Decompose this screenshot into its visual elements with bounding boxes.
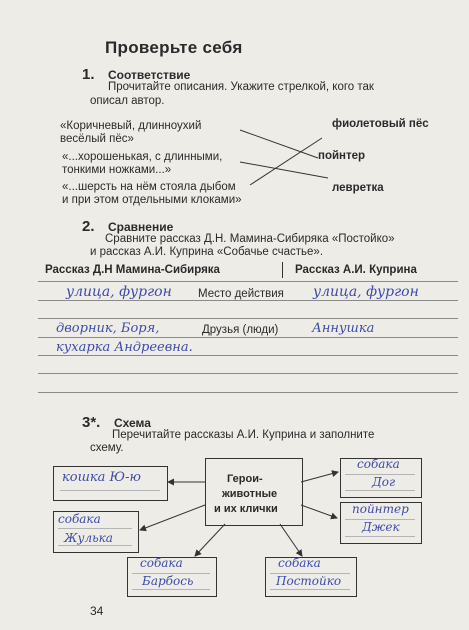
section2-heading: Сравнение: [108, 220, 174, 234]
scheme-box-bottom-center-text-1: собака: [278, 556, 321, 570]
section2-number: 2.: [82, 218, 95, 235]
section1-instruction-1: Прочитайте описания. Укажите стрелкой, кого так: [108, 81, 374, 93]
page-title: Проверьте себя: [105, 38, 243, 57]
section1-heading: Соответствие: [108, 68, 191, 82]
description-1-line-2: весёлый пёс»: [60, 133, 134, 145]
row2-label: Друзья (люди): [202, 324, 279, 336]
description-3-line-1: «...шерсть на нём стояла дыбом: [62, 181, 236, 193]
writing-line: [60, 490, 160, 491]
scheme-box-bottom-center-text-2: Постойко: [276, 574, 342, 588]
answer-2: пойнтер: [318, 150, 366, 162]
scheme-box-bottom-left-text-2: Барбось: [142, 574, 194, 588]
scheme-box-top-right-text-2: Дог: [372, 475, 396, 489]
section3-number: 3*.: [82, 414, 101, 431]
scheme-center-line-1: Герои-: [227, 473, 263, 485]
friends-left-handwriting-2: кухарка Андреевна.: [56, 340, 193, 355]
answer-3: левретка: [332, 182, 384, 194]
place-right-handwriting: улица, фургон: [313, 284, 419, 300]
scheme-box-top-left-text: кошка Ю-ю: [62, 470, 141, 485]
friends-right-handwriting: Аннушка: [312, 321, 375, 336]
scheme-center-line-3: и их клички: [214, 503, 278, 515]
scheme-box-mid-left-text-2: Жулька: [64, 531, 113, 545]
friends-left-handwriting-1: дворник, Боря,: [56, 321, 160, 336]
row1-label: Место действия: [198, 288, 284, 300]
section3-instruction-1: Перечитайте рассказы А.И. Куприна и заполните: [112, 429, 375, 441]
section2-instruction-2: и рассказ А.И. Куприна «Собачье счастье».: [90, 246, 324, 258]
scheme-box-mid-right-text-1: пойнтер: [352, 502, 409, 516]
writing-line: [345, 536, 415, 537]
place-left-handwriting: улица, фургон: [66, 284, 172, 300]
section1-instruction-2: описал автор.: [90, 95, 165, 107]
description-2-line-2: тонкими ножками...»: [62, 164, 172, 176]
description-1-line-1: «Коричневый, длинноухий: [60, 120, 202, 132]
writing-line: [58, 528, 132, 529]
column-header-left: Рассказ Д.Н Мамина-Сибиряка: [45, 264, 220, 276]
scheme-center-line-2: животные: [222, 488, 278, 500]
writing-line: [270, 589, 350, 590]
section2-instruction-1: Сравните рассказ Д.Н. Мамина-Сибиряка «Постойко»: [105, 233, 395, 245]
answer-1: фиолетовый пёс: [332, 118, 429, 130]
description-2-line-1: «...хорошенькая, с длинными,: [62, 151, 223, 163]
page-number: 34: [90, 604, 104, 618]
description-3-line-2: и при этом отдельными клоками»: [62, 194, 242, 206]
column-header-right: Рассказ А.И. Куприна: [295, 264, 417, 276]
section3-instruction-2: схему.: [90, 442, 124, 454]
scheme-box-top-right-text-1: собака: [357, 457, 400, 471]
scheme-box-bottom-left-text-1: собака: [140, 556, 183, 570]
section3-heading: Схема: [114, 416, 151, 430]
writing-line: [58, 545, 132, 546]
scheme-box-mid-right-text-2: Джек: [362, 520, 400, 534]
writing-line: [132, 589, 210, 590]
writing-line: [345, 490, 415, 491]
section1-number: 1.: [82, 66, 95, 83]
scheme-box-mid-left-text-1: собака: [58, 512, 101, 526]
